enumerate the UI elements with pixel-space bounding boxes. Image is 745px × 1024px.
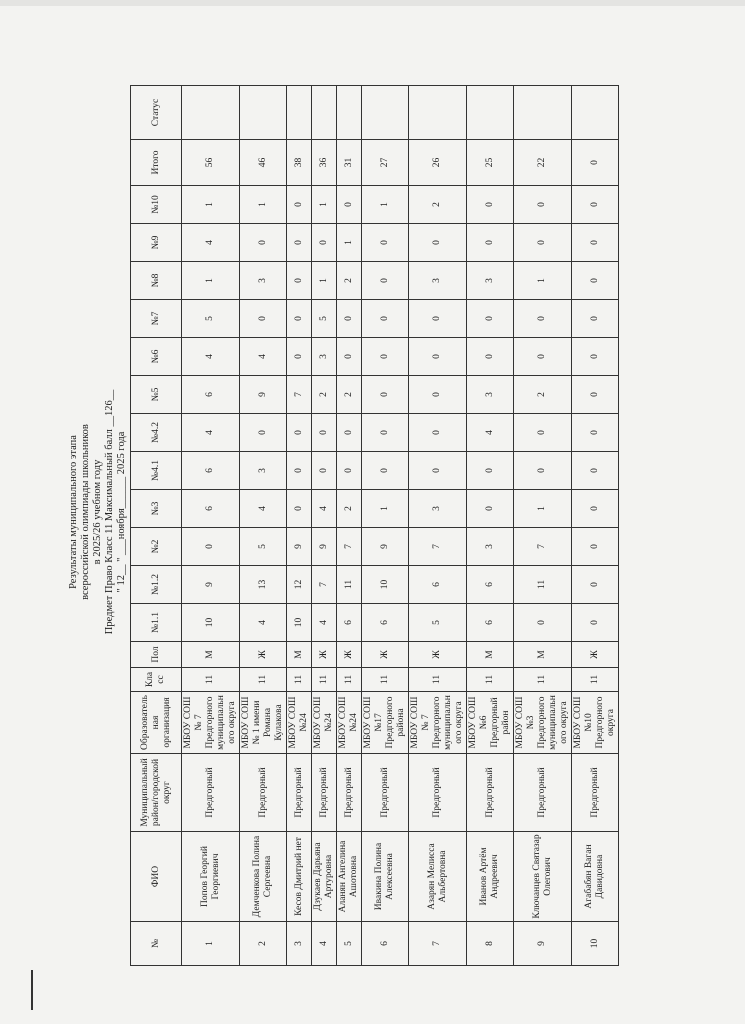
cell-fio: Аланян Ангелина Ашотовна: [337, 832, 362, 922]
column-header: №4.2: [131, 414, 182, 452]
cell-s2: 7: [514, 528, 572, 566]
cell-s3: 1: [514, 490, 572, 528]
cell-s9: 0: [312, 224, 337, 262]
cell-s42: 0: [240, 414, 287, 452]
column-header: №5: [131, 376, 182, 414]
cell-s5: 7: [287, 376, 312, 414]
cell-s2: 9: [312, 528, 337, 566]
table-row: [572, 86, 619, 966]
cell-s12: 12: [287, 566, 312, 604]
cell-s10: 0: [514, 186, 572, 224]
cell-grade: 11: [240, 668, 287, 692]
cell-status: [240, 86, 287, 140]
cell-status: [514, 86, 572, 140]
cell-district: Предгорный: [182, 754, 240, 832]
cell-status: [467, 86, 514, 140]
cell-org: МБОУ СОШ № 7 Предгорного муниципального округа: [409, 692, 467, 754]
cell-fio: Кесов Дмитрий нет: [287, 832, 312, 922]
results-table: [130, 85, 619, 966]
cell-org: МБОУ СОШ № 1 имени Романа Кулакова: [240, 692, 287, 754]
cell-s10: 0: [572, 186, 619, 224]
cell-s12: 9: [182, 566, 240, 604]
cell-s10: 1: [312, 186, 337, 224]
heading-line-5: " 12__ " ___ноября______ 2025 года: [116, 431, 127, 593]
cell-s8: 2: [337, 262, 362, 300]
cell-s5: 2: [312, 376, 337, 414]
cell-s41: 0: [514, 452, 572, 490]
cell-s7: 5: [182, 300, 240, 338]
cell-org: МБОУ СОШ № 7 Предгорного муниципального округа: [182, 692, 240, 754]
cell-s41: 0: [287, 452, 312, 490]
cell-s8: 3: [409, 262, 467, 300]
cell-num: 8: [467, 922, 514, 966]
cell-s11: 6: [362, 604, 409, 642]
cell-s3: 4: [240, 490, 287, 528]
column-header: №4.1: [131, 452, 182, 490]
cell-s2: 9: [362, 528, 409, 566]
cell-sex: Ж: [337, 642, 362, 668]
cell-sex: Ж: [240, 642, 287, 668]
table-row: [287, 86, 312, 966]
cell-s2: 0: [182, 528, 240, 566]
cell-s9: 0: [514, 224, 572, 262]
cell-s42: 0: [409, 414, 467, 452]
table-header: [131, 86, 182, 966]
cell-s42: 0: [514, 414, 572, 452]
column-header: №3: [131, 490, 182, 528]
cell-district: Предгорный: [287, 754, 312, 832]
cell-s11: 6: [467, 604, 514, 642]
cell-sex: Ж: [572, 642, 619, 668]
cell-s6: 0: [337, 338, 362, 376]
cell-total: 26: [409, 140, 467, 186]
cell-status: [182, 86, 240, 140]
cell-s9: 4: [182, 224, 240, 262]
cell-s42: 0: [337, 414, 362, 452]
cell-sex: М: [514, 642, 572, 668]
cell-s5: 2: [514, 376, 572, 414]
column-header: №7: [131, 300, 182, 338]
header-row: [131, 86, 182, 966]
cell-sex: Ж: [312, 642, 337, 668]
cell-s9: 0: [409, 224, 467, 262]
cell-district: Предгорный: [337, 754, 362, 832]
cell-fio: Попов Георгий Георгиевич: [182, 832, 240, 922]
cell-status: [409, 86, 467, 140]
cell-s10: 0: [467, 186, 514, 224]
cell-num: 5: [337, 922, 362, 966]
cell-district: Предгорный: [240, 754, 287, 832]
cell-sex: М: [467, 642, 514, 668]
cell-org: МБОУ СОШ №10 Предгорного округа: [572, 692, 619, 754]
column-header: №10: [131, 186, 182, 224]
cell-s10: 1: [362, 186, 409, 224]
table-row: [409, 86, 467, 966]
cell-s8: 0: [287, 262, 312, 300]
cell-s12: 11: [514, 566, 572, 604]
cell-status: [572, 86, 619, 140]
cell-total: 27: [362, 140, 409, 186]
cell-grade: 11: [337, 668, 362, 692]
cell-s7: 0: [572, 300, 619, 338]
table-row: [362, 86, 409, 966]
cell-sex: М: [287, 642, 312, 668]
cell-s6: 0: [514, 338, 572, 376]
cell-s9: 0: [362, 224, 409, 262]
cell-org: МБОУ СОШ №24: [337, 692, 362, 754]
cell-org: МБОУ СОШ №17 Предгорного района: [362, 692, 409, 754]
cell-s12: 6: [467, 566, 514, 604]
cell-s41: 6: [182, 452, 240, 490]
cell-s41: 0: [409, 452, 467, 490]
column-header: Итого: [131, 140, 182, 186]
cell-num: 1: [182, 922, 240, 966]
cell-total: 36: [312, 140, 337, 186]
table-row: [467, 86, 514, 966]
document-heading: [68, 0, 128, 1024]
cell-s11: 5: [409, 604, 467, 642]
cell-s11: 4: [312, 604, 337, 642]
cell-s6: 4: [182, 338, 240, 376]
cell-s42: 4: [182, 414, 240, 452]
cell-s8: 0: [362, 262, 409, 300]
cell-total: 31: [337, 140, 362, 186]
cell-s3: 2: [337, 490, 362, 528]
cell-s9: 1: [337, 224, 362, 262]
cell-status: [362, 86, 409, 140]
table-row: [182, 86, 240, 966]
cell-fio: Демченкова Полина Сергеевна: [240, 832, 287, 922]
cell-s11: 6: [337, 604, 362, 642]
cell-grade: 11: [182, 668, 240, 692]
cell-s11: 0: [572, 604, 619, 642]
cell-s41: 0: [467, 452, 514, 490]
cell-s2: 5: [240, 528, 287, 566]
cell-status: [287, 86, 312, 140]
cell-fio: Азарян Мелисса Альбертовна: [409, 832, 467, 922]
column-header: Статус: [131, 86, 182, 140]
cell-s2: 0: [572, 528, 619, 566]
cell-s41: 3: [240, 452, 287, 490]
cell-fio: Дзукаев Дарьяна Артуровна: [312, 832, 337, 922]
column-header: Муниципальный район/городской округ: [131, 754, 182, 832]
cell-s3: 0: [572, 490, 619, 528]
cell-num: 3: [287, 922, 312, 966]
cell-s5: 2: [337, 376, 362, 414]
cell-s7: 0: [337, 300, 362, 338]
cell-s2: 9: [287, 528, 312, 566]
cell-s3: 0: [467, 490, 514, 528]
column-header: №9: [131, 224, 182, 262]
cell-s11: 4: [240, 604, 287, 642]
cell-s6: 0: [362, 338, 409, 376]
cell-s3: 4: [312, 490, 337, 528]
cell-s41: 0: [312, 452, 337, 490]
cell-num: 6: [362, 922, 409, 966]
heading-line-1: Результаты муниципального этапа: [68, 435, 79, 589]
cell-s12: 11: [337, 566, 362, 604]
table-body: [182, 86, 619, 966]
cell-total: 0: [572, 140, 619, 186]
cell-district: Предгорный: [572, 754, 619, 832]
cell-total: 46: [240, 140, 287, 186]
cell-s6: 0: [467, 338, 514, 376]
cell-s12: 13: [240, 566, 287, 604]
cell-s7: 0: [467, 300, 514, 338]
cell-s9: 0: [572, 224, 619, 262]
cell-s3: 6: [182, 490, 240, 528]
cell-s9: 0: [240, 224, 287, 262]
cell-district: Предгорный: [312, 754, 337, 832]
cell-s7: 0: [409, 300, 467, 338]
cell-s5: 6: [182, 376, 240, 414]
cell-total: 25: [467, 140, 514, 186]
cell-s12: 10: [362, 566, 409, 604]
cell-s10: 1: [182, 186, 240, 224]
cell-s41: 0: [362, 452, 409, 490]
table-row: [312, 86, 337, 966]
cell-s10: 2: [409, 186, 467, 224]
cell-s10: 0: [287, 186, 312, 224]
cell-status: [337, 86, 362, 140]
cell-s2: 3: [467, 528, 514, 566]
heading-line-2: всероссийской олимпиады школьников: [80, 424, 91, 600]
cell-org: МБОУ СОШ №24: [312, 692, 337, 754]
cell-s41: 0: [572, 452, 619, 490]
column-header: №2: [131, 528, 182, 566]
cell-s3: 1: [362, 490, 409, 528]
cell-s10: 1: [240, 186, 287, 224]
cell-fio: Ключанцев Святазар Олегович: [514, 832, 572, 922]
column-header: №1.1: [131, 604, 182, 642]
cell-s6: 0: [572, 338, 619, 376]
cell-s8: 1: [312, 262, 337, 300]
cell-s11: 10: [182, 604, 240, 642]
cell-fio: Агабабян Ваган Давидовна: [572, 832, 619, 922]
cell-s11: 10: [287, 604, 312, 642]
cell-s3: 3: [409, 490, 467, 528]
cell-sex: Ж: [409, 642, 467, 668]
cell-num: 9: [514, 922, 572, 966]
cell-s42: 0: [312, 414, 337, 452]
cell-total: 22: [514, 140, 572, 186]
cell-s2: 7: [337, 528, 362, 566]
cell-fio: Ивакина Полина Алексеевна: [362, 832, 409, 922]
cell-num: 4: [312, 922, 337, 966]
cell-district: Предгорный: [362, 754, 409, 832]
table-row: [337, 86, 362, 966]
cell-s8: 0: [572, 262, 619, 300]
heading-line-3: в 2025/26 учебном году: [92, 459, 103, 565]
column-header: Класс: [131, 668, 182, 692]
cell-num: 7: [409, 922, 467, 966]
cell-status: [312, 86, 337, 140]
cell-s11: 0: [514, 604, 572, 642]
cell-s7: 0: [514, 300, 572, 338]
cell-s12: 0: [572, 566, 619, 604]
cell-s6: 0: [409, 338, 467, 376]
cell-s12: 7: [312, 566, 337, 604]
cell-total: 56: [182, 140, 240, 186]
cell-s3: 0: [287, 490, 312, 528]
cell-district: Предгорный: [409, 754, 467, 832]
cell-s7: 5: [312, 300, 337, 338]
cell-grade: 11: [572, 668, 619, 692]
cell-s5: 0: [362, 376, 409, 414]
cell-org: МБОУ СОШ №24: [287, 692, 312, 754]
column-header: №8: [131, 262, 182, 300]
cell-s7: 0: [240, 300, 287, 338]
cell-fio: Иванов Артём Андреевич: [467, 832, 514, 922]
cell-s5: 0: [409, 376, 467, 414]
cell-s9: 0: [287, 224, 312, 262]
cell-s6: 0: [287, 338, 312, 376]
cell-s8: 3: [240, 262, 287, 300]
cell-num: 10: [572, 922, 619, 966]
cell-sex: М: [182, 642, 240, 668]
cell-s5: 0: [572, 376, 619, 414]
cell-s42: 0: [362, 414, 409, 452]
cell-s2: 7: [409, 528, 467, 566]
column-header: ФИО: [131, 832, 182, 922]
cell-s42: 4: [467, 414, 514, 452]
cell-grade: 11: [409, 668, 467, 692]
column-header: №: [131, 922, 182, 966]
column-header: №6: [131, 338, 182, 376]
cell-total: 38: [287, 140, 312, 186]
cell-grade: 11: [514, 668, 572, 692]
column-header: Образовательная организация: [131, 692, 182, 754]
cell-s12: 6: [409, 566, 467, 604]
cell-grade: 11: [287, 668, 312, 692]
cell-district: Предгорный: [514, 754, 572, 832]
cell-s7: 0: [287, 300, 312, 338]
cell-s5: 9: [240, 376, 287, 414]
heading-line-4: Предмет Право Класс 11 Максимальный балл __126__: [104, 389, 115, 635]
cell-num: 2: [240, 922, 287, 966]
cell-grade: 11: [467, 668, 514, 692]
cell-district: Предгорный: [467, 754, 514, 832]
cell-s41: 0: [337, 452, 362, 490]
cell-s8: 1: [182, 262, 240, 300]
cell-s10: 0: [337, 186, 362, 224]
table-row: [514, 86, 572, 966]
cell-s6: 4: [240, 338, 287, 376]
column-header: №1.2: [131, 566, 182, 604]
cell-s8: 1: [514, 262, 572, 300]
cell-s8: 3: [467, 262, 514, 300]
cell-org: МБОУ СОШ №3 Предгорного муниципального округа: [514, 692, 572, 754]
cell-org: МБОУ СОШ №6 Предгорный район: [467, 692, 514, 754]
column-header: Пол: [131, 642, 182, 668]
cell-s6: 3: [312, 338, 337, 376]
table-row: [240, 86, 287, 966]
cell-s5: 3: [467, 376, 514, 414]
cell-grade: 11: [362, 668, 409, 692]
cell-s42: 0: [572, 414, 619, 452]
cell-s7: 0: [362, 300, 409, 338]
cell-s42: 0: [287, 414, 312, 452]
cell-grade: 11: [312, 668, 337, 692]
cell-sex: Ж: [362, 642, 409, 668]
cell-s9: 0: [467, 224, 514, 262]
